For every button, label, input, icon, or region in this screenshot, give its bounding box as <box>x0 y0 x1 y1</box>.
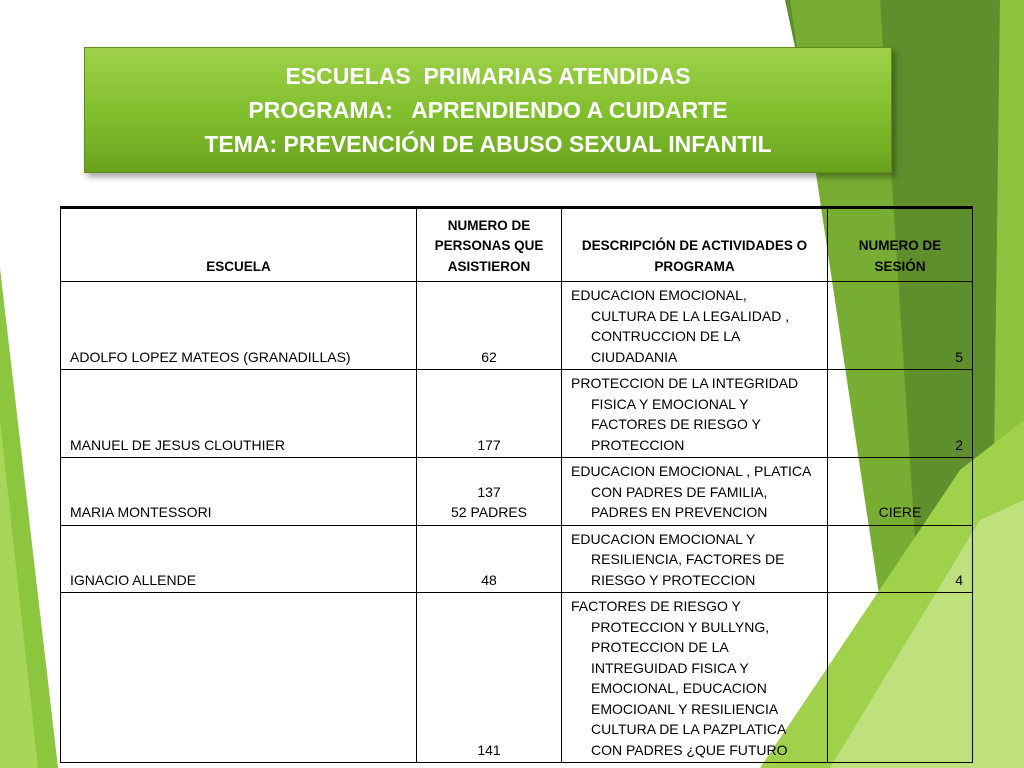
cell-descripcion: PROTECCION DE LA INTEGRIDAD FISICA Y EMOCIONAL Y FACTORES DE RIESGO Y PROTECCION <box>562 370 828 458</box>
table-row <box>61 282 973 370</box>
cell-descripcion: EDUCACION EMOCIONAL, CULTURA DE LA LEGALIDAD , CONTRUCCION DE LA CIUDADANIA <box>562 282 828 370</box>
cell-descripcion: EDUCACION EMOCIONAL , PLATICA CON PADRES DE FAMILIA, PADRES EN PREVENCION <box>562 458 828 526</box>
header-escuela: ESCUELA <box>61 208 417 282</box>
cell-sesion: 5 <box>828 282 973 370</box>
table-row <box>61 525 973 593</box>
cell-asistentes: 177 <box>417 370 562 458</box>
cell-descripcion: FACTORES DE RIESGO Y PROTECCION Y BULLYNG, PROTECCION DE LA INTREGUIDAD FISICA Y EMOCIONAL, EDUCACION EMOCIOANL Y RESILIENCIA CULTURA DE LA PAZPLATICA CON PADRES ¿QUE FUTURO <box>562 593 828 763</box>
cell-escuela: IGNACIO ALLENDE <box>61 525 417 593</box>
header-descripcion: DESCRIPCIÓN DE ACTIVIDADES O PROGRAMA <box>562 208 828 282</box>
cell-asistentes: 137 52 PADRES <box>417 458 562 526</box>
cell-descripcion: EDUCACION EMOCIONAL Y RESILIENCIA, FACTORES DE RIESGO Y PROTECCION <box>562 525 828 593</box>
table-row <box>61 593 973 763</box>
title-line-3: TEMA: PREVENCIÓN DE ABUSO SEXUAL INFANTIL <box>204 131 772 157</box>
title-banner <box>84 47 892 173</box>
title-line-2: PROGRAMA: APRENDIENDO A CUIDARTE <box>248 97 728 123</box>
cell-asistentes: 141 <box>417 593 562 763</box>
cell-escuela <box>61 593 417 763</box>
cell-asistentes: 62 <box>417 282 562 370</box>
schools-table <box>60 206 973 763</box>
cell-escuela: MARIA MONTESSORI <box>61 458 417 526</box>
title-line-1: ESCUELAS PRIMARIAS ATENDIDAS <box>285 63 691 89</box>
cell-sesion <box>828 593 973 763</box>
cell-sesion: CIERE <box>828 458 973 526</box>
table-header-row <box>61 208 973 282</box>
cell-asistentes: 48 <box>417 525 562 593</box>
header-sesion: NUMERO DE SESIÓN <box>828 208 973 282</box>
table-row <box>61 370 973 458</box>
table-row <box>61 458 973 526</box>
cell-sesion: 2 <box>828 370 973 458</box>
cell-escuela: ADOLFO LOPEZ MATEOS (GRANADILLAS) <box>61 282 417 370</box>
header-asistentes: NUMERO DE PERSONAS QUE ASISTIERON <box>417 208 562 282</box>
cell-escuela: MANUEL DE JESUS CLOUTHIER <box>61 370 417 458</box>
cell-sesion: 4 <box>828 525 973 593</box>
